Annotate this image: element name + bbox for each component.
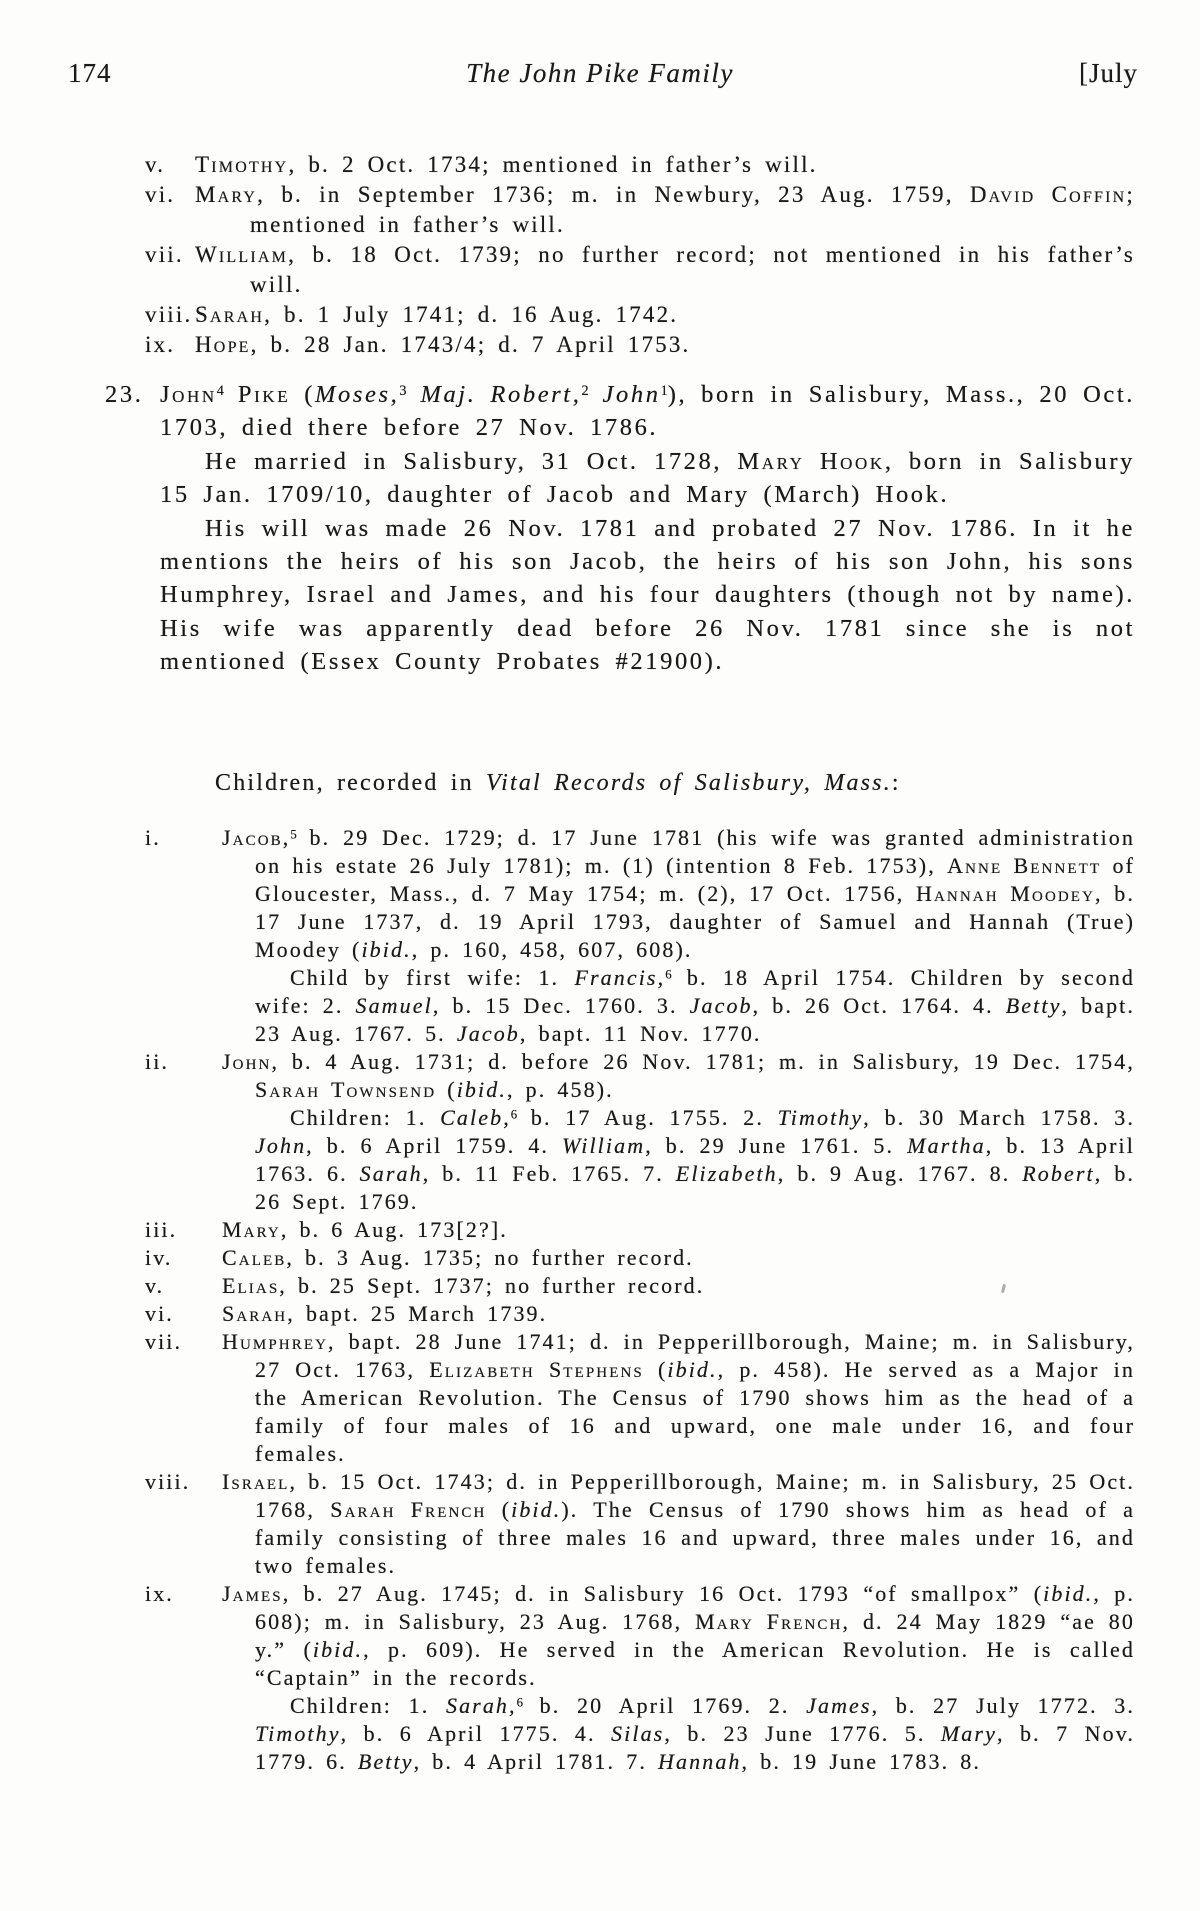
list-item [145,1272,1135,1300]
text-segment: , b. 26 Oct. 1764. 4. [752,993,1006,1018]
page-header [0,58,1200,100]
smallcaps-name: Anne Bennett [947,853,1102,878]
text-segment: Sarah, [445,1693,517,1718]
page-number: 174 [68,58,112,88]
list-item [145,180,1135,240]
text-segment: , bapt. 23 Aug. 1767. 5. [255,993,1135,1046]
generation-superscript: 6 [510,1107,518,1122]
smallcaps-name: Sarah Townsend [255,1077,437,1102]
text-segment: , b. 6 April 1759. 4. [306,1133,563,1158]
text-segment: , b. 6 Aug. 173[2?]. [280,1217,508,1242]
text-segment: , b. 15 Oct. 1743; d. in Pepperillborough, Maine; m. in Salisbury, 25 Oct. 1768, [255,1469,1135,1522]
smallcaps-name: David Coffin [969,182,1127,207]
text-segment: ( [436,1077,457,1102]
item-numeral: ix. [145,332,176,357]
item-numeral: iii. [145,1217,178,1242]
text-segment: , b. 1 July 1741; d. 16 Aug. 1742. [264,302,679,327]
text-segment: , bapt. 11 Nov. 1770. [519,1021,762,1046]
text-segment: Timothy [255,1721,341,1746]
text-segment: ibid. [511,1497,562,1522]
item-paragraph [222,1328,1135,1468]
smallcaps-name: Caleb [222,1245,287,1270]
item-numeral: v. [145,1273,165,1298]
list-item [145,1216,1135,1244]
item-numeral: iv. [145,1245,173,1270]
children-section-heading [215,770,1145,797]
entry-number: 23. [105,381,144,408]
item-paragraph [222,1468,1135,1580]
text-segment: Timothy [777,1105,864,1130]
text-segment: b. 17 Aug. 1755. 2. [517,1105,778,1130]
list-item [145,1328,1135,1468]
smallcaps-name: Pike [223,381,291,408]
text-segment: , b. 30 March 1758. 3. [863,1105,1135,1130]
list-item [145,1300,1135,1328]
text-segment: , p. 608); m. in Salisbury, 23 Aug. 1768, [255,1581,1136,1634]
text-segment: , b. 26 Sept. 1769. [255,1161,1136,1214]
text-segment: , b. 27 Aug. 1745; d. in Salisbury 16 Oct. 1793 “of smallpox” ( [282,1581,1044,1606]
text-segment: , b. 19 June 1783. 8. [741,1749,981,1774]
text-segment: , b. 4 April 1781. 7. [413,1749,659,1774]
text-segment: : [891,770,901,796]
item-numeral: i. [145,825,161,850]
item-paragraph [255,1104,1135,1216]
text-segment: ibid. [456,1077,507,1102]
text-segment: Robert [1022,1161,1095,1186]
text-segment: Moses, [315,381,400,408]
text-segment: , p. 160, 458, 607, 608). [411,937,693,962]
list-item [145,240,1135,300]
generation-superscript: 4 [216,382,224,399]
text-segment: , b. 11 Feb. 1765. 7. [422,1161,676,1186]
list-item [145,330,1135,360]
text-segment: , b. 3 Aug. 1735; no further record. [286,1245,694,1270]
text-segment: ibid. [312,1637,364,1662]
text-segment: Children: 1. [290,1105,441,1130]
item-numeral: vi. [145,182,176,207]
smallcaps-name: Mary Hook [737,447,885,475]
text-segment: Maj. Robert, [406,381,582,408]
text-segment: ibid. [1043,1581,1094,1606]
text-segment: John [588,381,661,408]
list-item [145,824,1135,1048]
text-segment: , b. 7 Nov. 1779. 6. [255,1721,1135,1774]
smallcaps-name: Timothy [195,152,289,177]
text-segment: , b. 4 Aug. 1731; d. before 26 Nov. 1781; m. in Salisbury, 19 Dec. 1754, [271,1049,1135,1074]
smallcaps-name: Elias [222,1273,280,1298]
text-segment: Martha [907,1133,986,1158]
text-segment: , d. 24 May 1829 “ae 80 y.” ( [255,1609,1136,1662]
text-segment: Hannah [658,1749,742,1774]
list-item [145,300,1135,330]
smallcaps-name: Elizabeth Stephens [429,1357,644,1382]
smallcaps-name: Hope [195,332,251,357]
text-segment: His will was made 26 Nov. 1781 and probated 27 Nov. 1786. In it he mentions the heirs of his son Jacob, the heirs of his son John, his sons Humphrey, Israel and James, and his four daughters (though not by name). His wife was apparently dead before 26 Nov. 1781 since she is not mentioned (Essex County Probates #21900). [160,514,1135,676]
issue-month: [July [1079,58,1138,88]
entry-john4-pike [105,378,1135,679]
text-segment: , b. 2 Oct. 1734; mentioned in father’s will. [288,152,818,177]
text-segment: , b. 25 Sept. 1737; no further record. [279,1273,705,1298]
text-segment: ( [290,381,315,408]
text-segment: , bapt. 28 June 1741; d. in Pepperillborough, Maine; m. in Salisbury, 27 Oct. 1763, [255,1329,1135,1382]
text-segment: , bapt. 25 March 1739. [287,1301,548,1326]
text-segment: , p. 609). He served in the American Revolution. He is called “Captain” in the records. [255,1637,1135,1690]
generation-superscript: 2 [581,382,589,399]
text-segment: Mary [940,1721,997,1746]
text-segment: , b. 17 June 1737, d. 19 April 1793, daughter of Samuel and Hannah (True) Moodey ( [255,881,1136,962]
text-segment: Francis, [574,965,666,990]
smallcaps-name: Jacob, [222,825,291,850]
generation-superscript: 6 [665,967,672,982]
smallcaps-name: Israel [222,1469,290,1494]
item-numeral: viii. [145,1469,191,1494]
text-segment: , p. 458). He served as a Major in the American Revolution. The Census of 1790 shows him as the head of a family of four males of 16 and upward, one male under 16, and four females. [255,1357,1135,1466]
text-segment: ( [486,1497,512,1522]
text-segment: ). The Census of 1790 shows him as head of a family consisting of three males 16 and upward, three males under 16, and two females. [255,1497,1135,1578]
text-segment: , b. 27 July 1772. 3. [871,1693,1135,1718]
text-segment: , b. 9 Aug. 1767. 8. [777,1161,1023,1186]
text-segment: , b. 6 April 1775. 4. [340,1721,612,1746]
item-paragraph [255,1692,1135,1776]
text-segment: ibid. [361,937,412,962]
entry-body [160,378,1135,679]
item-paragraph [222,1580,1136,1692]
smallcaps-name: William [195,242,289,267]
previous-entry-children-list [145,150,1135,360]
smallcaps-name: Mary [222,1217,281,1242]
text-segment: , b. 28 Jan. 1743/4; d. 7 April 1753. [250,332,691,357]
smallcaps-name: John [222,1049,272,1074]
smallcaps-name: Sarah [222,1301,288,1326]
text-segment: William [562,1133,646,1158]
text-segment: , born in Salisbury 15 Jan. 1709/10, daughter of Jacob and Mary (March) Hook. [160,447,1135,509]
text-segment: He married in Salisbury, 31 Oct. 1728, [205,447,738,475]
text-segment: Child by first wife: 1. [290,965,575,990]
list-item [145,1468,1135,1580]
smallcaps-name: Hannah Moodey [916,881,1096,906]
list-item [145,1580,1135,1776]
generation-superscript: 5 [290,827,297,842]
generation-superscript: 6 [516,1695,524,1710]
text-segment: Elizabeth [675,1161,778,1186]
smallcaps-name: Humphrey [222,1329,329,1354]
text-segment: James [806,1693,872,1718]
text-segment: b. 18 April 1754. Children by second wife: 2. [255,965,1135,1018]
text-segment: Vital Records of Salisbury, Mass. [486,770,892,796]
text-segment: ), born in Salisbury, Mass., 20 Oct. 1703, died there before 27 Nov. 1786. [160,381,1136,442]
list-item [145,1244,1135,1272]
smallcaps-name: Sarah [195,302,265,327]
item-numeral: viii. [145,302,193,327]
running-title: The John Pike Family [466,58,734,88]
list-item [145,150,1135,180]
smallcaps-name: James [222,1581,283,1606]
item-numeral: v. [145,152,166,177]
text-segment: Caleb, [440,1105,511,1130]
text-segment: , b. 29 June 1761. 5. [645,1133,908,1158]
text-segment: b. 29 Dec. 1729; d. 17 June 1781 (his wife was granted administration on his estate 26 July 1781); m. (1) (intention 8 Feb. 1753), [255,825,1135,878]
item-numeral: ii. [145,1049,170,1074]
generation-superscript: 3 [399,382,407,399]
smallcaps-name: Sarah French [330,1497,487,1522]
item-paragraph [255,964,1135,1048]
text-segment: of Gloucester, Mass., d. 7 May 1754; m. (2), 17 Oct. 1756, [255,853,1135,906]
item-numeral: vii. [145,1329,183,1354]
text-segment: Jacob [689,993,753,1018]
smallcaps-name: Mary French [695,1609,843,1634]
item-paragraph [222,1048,1135,1104]
text-segment: Sarah [359,1161,423,1186]
text-segment: John [255,1133,307,1158]
text-segment: ibid. [667,1357,718,1382]
entry-paragraph [160,445,1135,512]
item-paragraph [222,1216,1135,1244]
entry-heading [160,378,1135,445]
list-item [145,1048,1135,1216]
item-numeral: vii. [145,242,184,267]
text-segment: , b. 15 Dec. 1760. 3. [432,993,690,1018]
text-segment: , b. 13 April 1763. 6. [255,1133,1135,1186]
text-segment: , b. in September 1736; m. in Newbury, 23 Aug. 1759, [257,182,970,207]
text-segment: ( [643,1357,668,1382]
text-segment: Silas [611,1721,665,1746]
text-segment: Children, recorded in [215,770,486,796]
text-segment: , b. 23 June 1776. 5. [664,1721,941,1746]
text-segment: b. 20 April 1769. 2. [523,1693,807,1718]
item-numeral: vi. [145,1301,174,1326]
item-paragraph [222,1300,1135,1328]
smallcaps-name: Mary [195,182,258,207]
text-segment: ; mentioned in father’s will. [250,182,1136,237]
text-segment: Samuel [355,993,433,1018]
entry-paragraph [160,512,1135,679]
text-segment: Betty [357,1749,414,1774]
item-numeral: ix. [145,1581,174,1606]
text-segment: Jacob [456,1021,520,1046]
smallcaps-name: John [160,381,217,408]
item-paragraph [222,824,1136,964]
item-paragraph [222,1244,1135,1272]
text-segment: , b. 18 Oct. 1739; no further record; not mentioned in his father’s will. [250,242,1135,297]
text-segment: Betty [1005,993,1062,1018]
generation-superscript: 1 [660,382,668,399]
text-segment: Children: 1. [290,1693,446,1718]
children-list [145,824,1135,1776]
text-segment: , p. 458). [506,1077,614,1102]
